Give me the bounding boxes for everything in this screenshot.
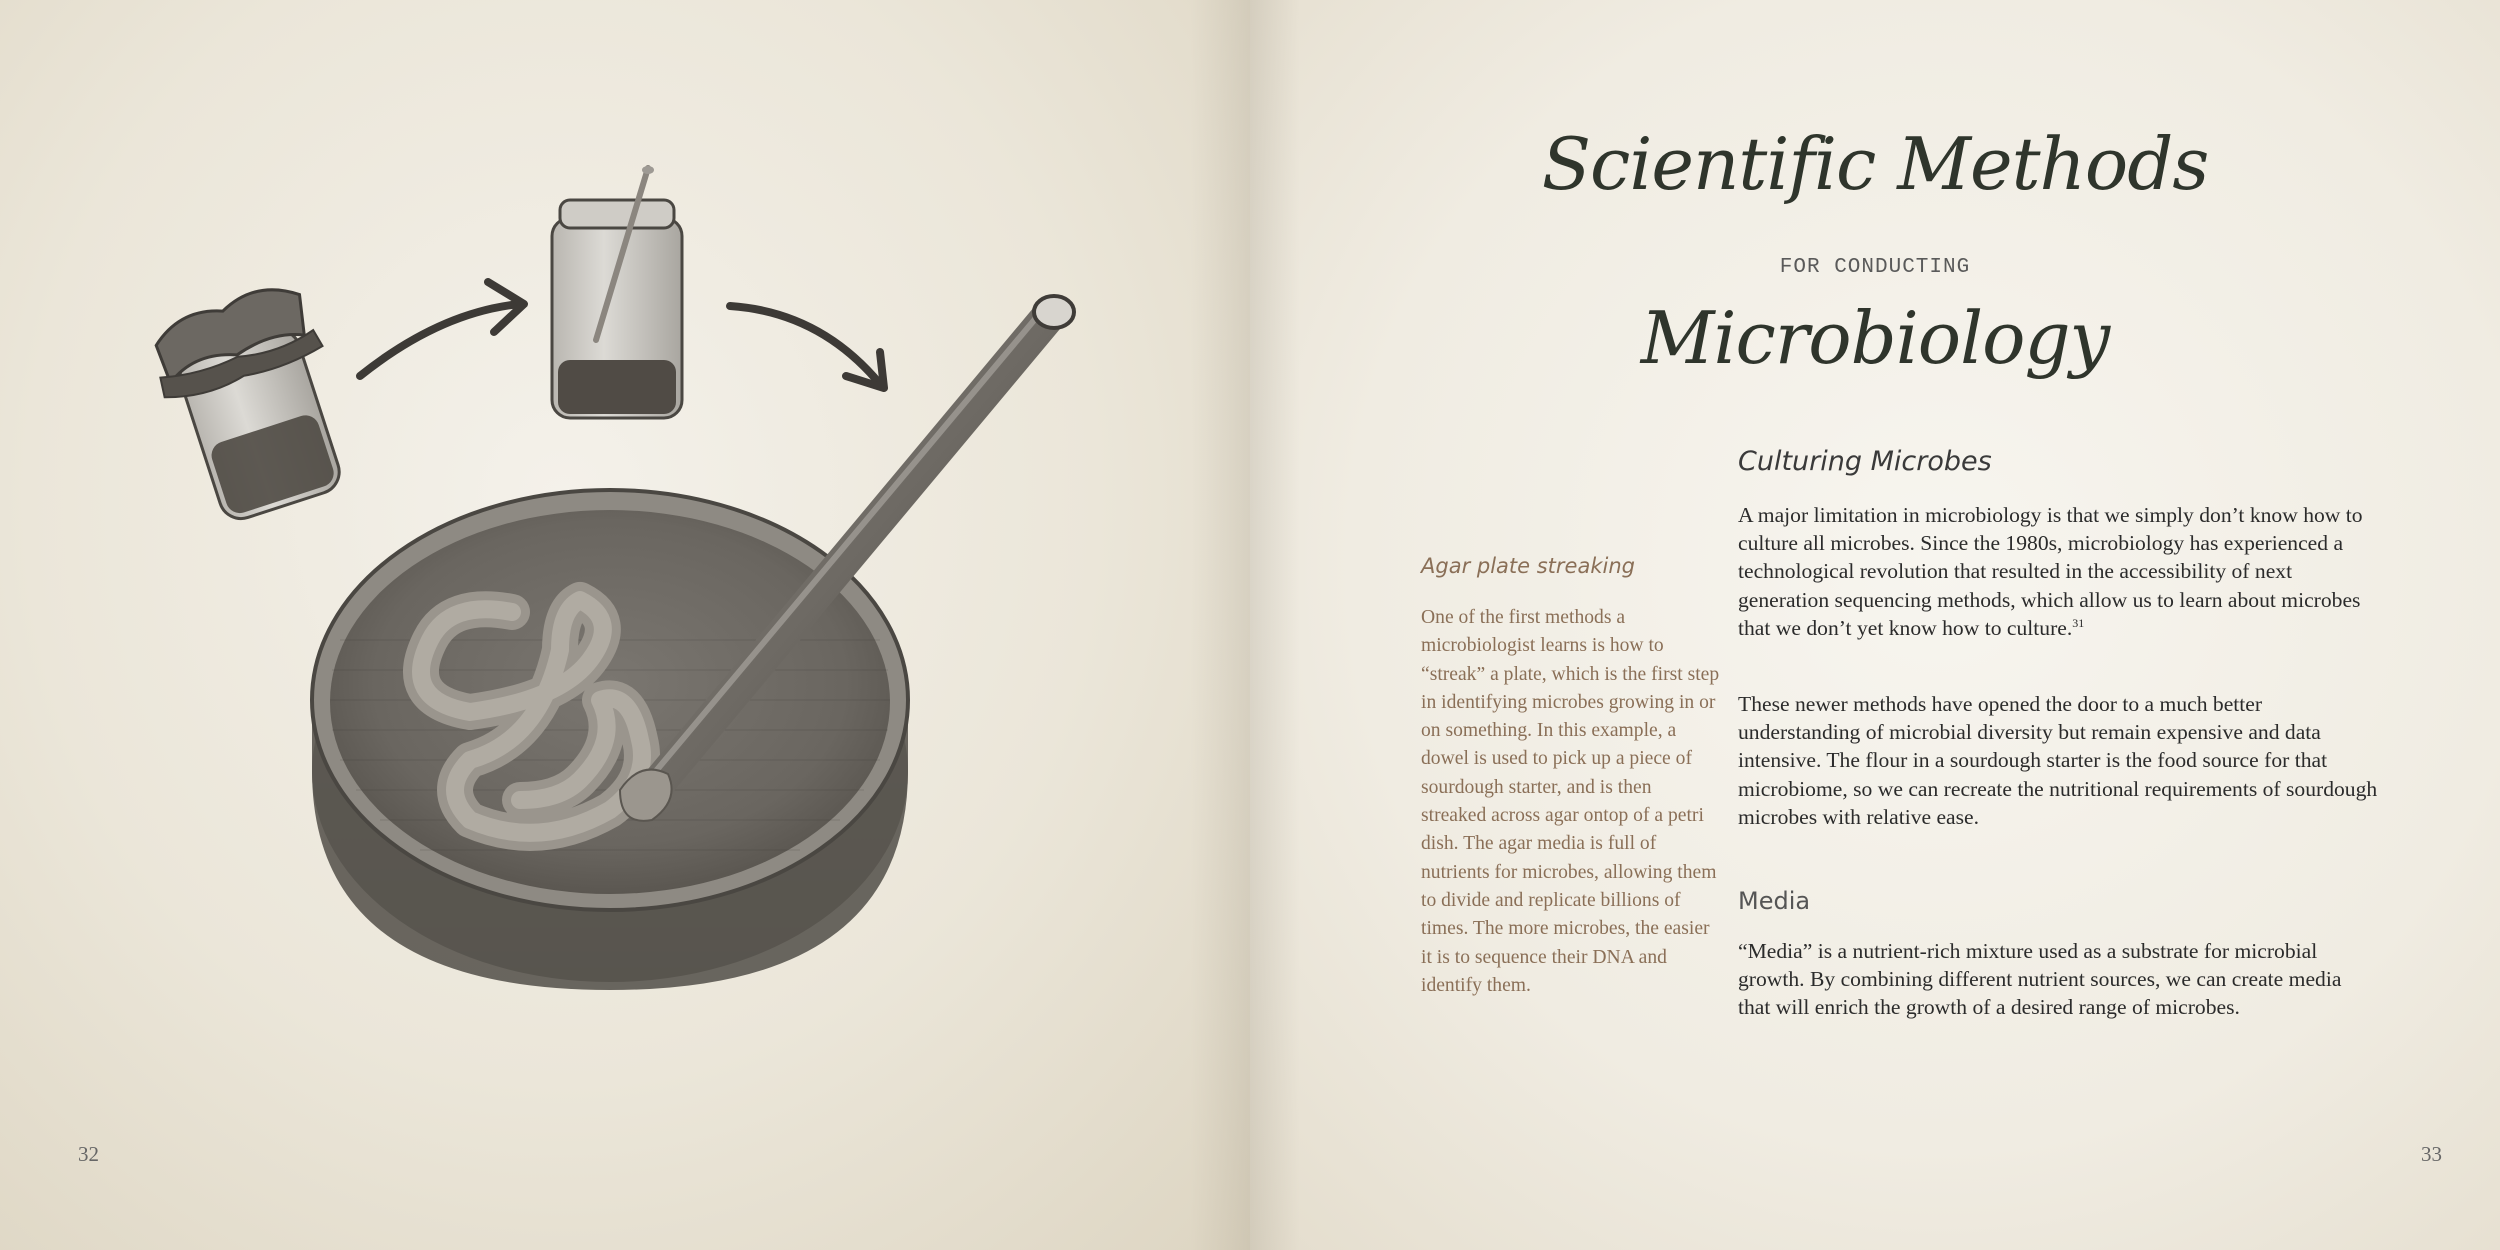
culturing-paragraph-1 <box>1738 501 2378 642</box>
open-jar-with-dowel-icon <box>552 166 682 418</box>
title-main: Scientific Methods <box>1541 122 2209 206</box>
arrow-icon <box>730 306 884 388</box>
page-number-right: 33 <box>2421 1142 2442 1166</box>
right-page <box>1250 0 2500 1250</box>
gutter-shadow <box>1190 0 1250 1250</box>
title-sub: FOR CONDUCTING <box>1779 256 1971 279</box>
title-word: Microbiology <box>1640 296 2110 380</box>
culturing-paragraph-2: These newer methods have opened the door to a much better understanding of microbial diversity but remain expensive and data intensive. The flour in a sourdough starter is the food source for that microbiome, so we can recreate the nutritional requirements of sourdough microbes with relative ease. <box>1738 692 2378 829</box>
sidebar-heading: Agar plate streaking <box>1421 554 1635 578</box>
culturing-heading: Culturing Microbes <box>1738 446 1992 477</box>
sidebar-text: One of the first methods a microbiologist learns is how to “streak” a plate, which is the first step in identifying microbes growing in or on something. In this example, a dowel is used to pick up a piece of sourdough starter, and is then streaked across agar ontop of a petri dish. The agar media is full of nutrients for microbes, allowing them to divide and replicate billions of times. The more microbes, the easier it is to sequence their DNA and identify them. <box>1421 607 1720 996</box>
media-paragraph: “Media” is a nutrient-rich mixture used as a substrate for microbial growth. By combining different nutrient sources, we can create media that will enrich the growth of a desired range of microbes. <box>1738 939 2342 1020</box>
culturing-paragraph-1-text: A major limitation in microbiology is that we simply don’t know how to culture all microbes. Since the 1980s, microbiology has experienced a technological revolution that resulted in the accessibility of next generation sequencing methods, which allow us to learn about microbes that we don’t yet know how to culture. <box>1738 503 2363 640</box>
sealed-jar-icon <box>142 277 365 530</box>
footnote-ref: 31 <box>2072 615 2085 630</box>
page-number-left: 32 <box>78 1142 99 1166</box>
arrow-icon <box>360 282 524 376</box>
media-heading: Media <box>1738 887 1811 915</box>
